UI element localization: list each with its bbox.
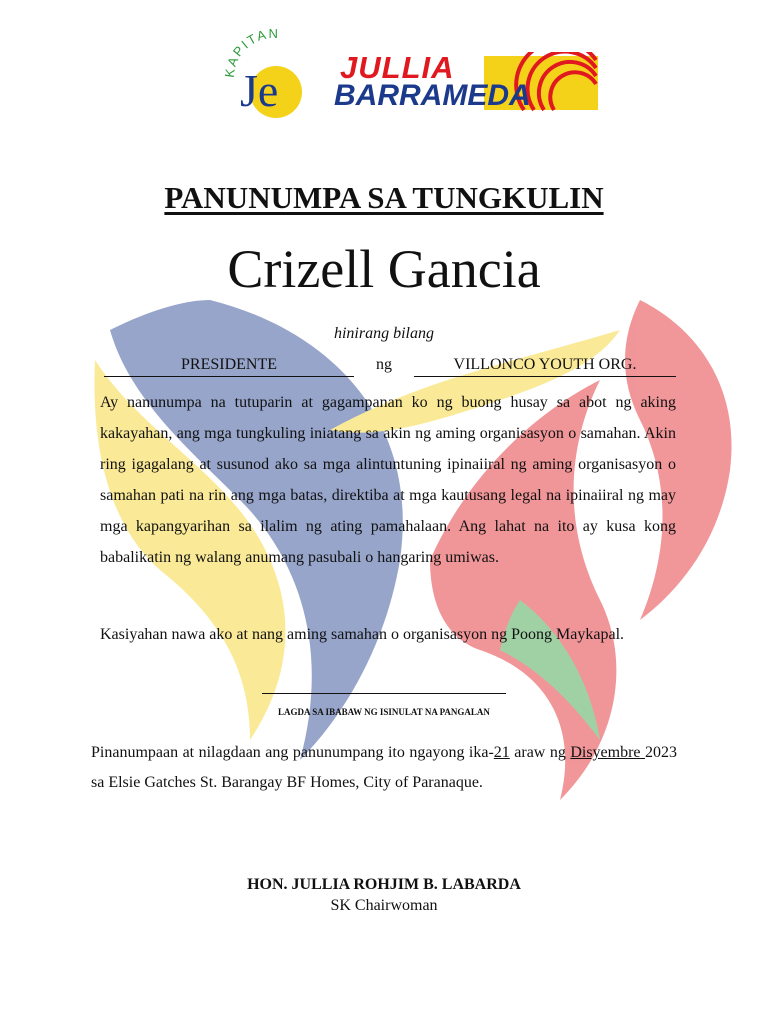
sworn-part-2: araw ng bbox=[509, 744, 571, 761]
brand-line-1: JULLIA bbox=[340, 50, 455, 85]
jullia-barrameda-logo bbox=[334, 52, 606, 114]
official-name: HON. JULLIA ROHJIM B. LABARDA bbox=[247, 876, 521, 893]
signature-line bbox=[262, 693, 506, 694]
sworn-month: Disyembre bbox=[570, 744, 646, 761]
connector-text: ng bbox=[376, 356, 392, 373]
signature-label: LAGDA SA IBABAW NG ISINULAT NA PANGALAN bbox=[278, 707, 490, 717]
sworn-part-1: Pinanumpaan at nilagdaan ang panunumpang ito ngayong ika- bbox=[91, 744, 494, 761]
sworn-day: 21 bbox=[493, 744, 510, 761]
closing-prayer: Kasiyahan nawa ako at nang aming samahan o organisasyon ng Poong Maykapal. bbox=[100, 626, 625, 643]
sworn-part-3: 2023 sa Elsie Gatches St. Barangay BF Homes, City of Paranaque. bbox=[91, 744, 678, 791]
kapitan-initials: Je bbox=[240, 65, 279, 116]
kapitan-arc-text: KAPITAN bbox=[221, 25, 281, 79]
appointed-as-label: hinirang bilang bbox=[333, 325, 434, 342]
oath-taker-name: Crizell Gancia bbox=[227, 239, 541, 299]
kapitan-je-logo bbox=[218, 22, 328, 122]
brand-line-2: BARRAMEDA bbox=[334, 79, 531, 112]
organization-field: VILLONCO YOUTH ORG. bbox=[414, 356, 676, 377]
oath-paragraph: Ay nanunumpa na tutuparin at gagampanan ko ng buong husay sa abot ng aking kakayahan, ang mga tungkuling iniatang sa akin ng aming organisasyon o samahan. Akin ring igagalang at susunod ako sa mga alintuntuning ipinaiiral ng aming organisasyon o samahan pati na rin ang mga batas, direktiba at mga kautusang legal na ipinaiiral ng may mga kapangyarihan sa ilalim ng ating pamahalaan. Ang lahat na ito ay kusa kong babalikatin ng walang anumang pasubali o hangaring umiwas. bbox=[100, 394, 676, 566]
document-title: PANUNUMPA SA TUNGKULIN bbox=[164, 180, 604, 215]
position-field: PRESIDENTE bbox=[104, 356, 354, 377]
sworn-statement bbox=[91, 738, 677, 798]
official-title: SK Chairwoman bbox=[330, 897, 438, 914]
